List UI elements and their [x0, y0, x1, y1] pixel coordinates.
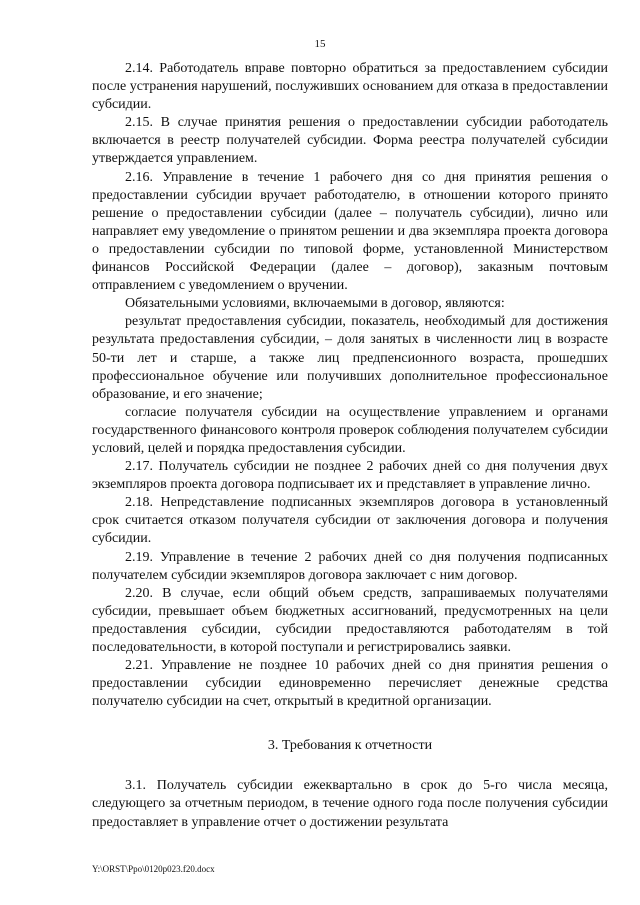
paragraph-2-21: 2.21. Управление не позднее 10 рабочих дней со дня принятия решения о предоставлении субсидии единовременно перечисляет денежные средства получателю субсидии на счет, открытый в кредитной организации.	[92, 658, 608, 710]
paragraph-2-15: 2.15. В случае принятия решения о предоставлении субсидии работодатель включается в реестр получателей субсидии. Форма реестра получателей субсидии утверждается управлением.	[92, 115, 608, 167]
paragraph-mandatory-conditions: Обязательными условиями, включаемыми в договор, являются:	[125, 296, 505, 312]
paragraph-condition-result: результат предоставления субсидии, показатель, необходимый для достижения результата предоставления субсидии, – доля занятых в численности лиц в возрасте 50-ти лет и старше, а также лиц предпенсионного возраста, прошедших профессиональное обучение или получивших дополнительное профессиональное образование, и его значение;	[92, 314, 608, 402]
section-heading: 3. Требования к отчетности	[267, 738, 433, 754]
document-body	[92, 60, 608, 832]
paragraph-3-1: 3.1. Получатель субсидии ежеквартально в срок до 5-го числа месяца, следующего за отчетным периодом, в течение одного года после получения субсидии предоставляет в управление отчет о достижении результата	[92, 778, 608, 830]
page-number: 15	[314, 38, 326, 50]
paragraph-condition-consent: согласие получателя субсидии на осуществление управлением и органами государственного финансового контроля проверок соблюдения получателем субсидии условий, целей и порядка предоставления субсидии.	[92, 404, 608, 456]
paragraph-2-20: 2.20. В случае, если общий объем средств, запрашиваемых получателями субсидии, превышает объем бюджетных ассигнований, предусмотренных на цели предоставления субсидии, субсидии предоставляются работодателям в той последовательности, в которой поступали и регистрировались заявки.	[92, 585, 608, 655]
paragraph-2-19: 2.19. Управление в течение 2 рабочих дней со дня получения подписанных получателем субсидии экземпляров договора заключает с ним договор.	[92, 549, 608, 583]
paragraph-2-17: 2.17. Получатель субсидии не позднее 2 рабочих дней со дня получения двух экземпляров проекта договора подписывает их и представляет в управление лично.	[92, 459, 608, 493]
paragraph-2-16: 2.16. Управление в течение 1 рабочего дня со дня принятия решения о предоставлении субсидии вручает работодателю, в отношении которого принято решение о предоставлении субсидии (далее – получатель субсидии), лично или направляет ему уведомление о принятом решении и два экземпляра проекта договора о предоставлении субсидии по типовой форме, установленной Министерством финансов Российской Федерации (далее – договор), заказным почтовым отправлением с уведомлением о вручении.	[92, 169, 608, 294]
footer-file-path: Y:\ORST\Ppo\0120p023.f20.docx	[92, 864, 215, 874]
paragraph-2-18: 2.18. Непредставление подписанных экземпляров договора в установленный срок считается отказом получателя субсидии от заключения договора и получения субсидии.	[92, 495, 608, 547]
paragraph-2-14: 2.14. Работодатель вправе повторно обратиться за предоставлением субсидии после устранения нарушений, послуживших основанием для отказа в предоставлении субсидии.	[92, 61, 608, 113]
